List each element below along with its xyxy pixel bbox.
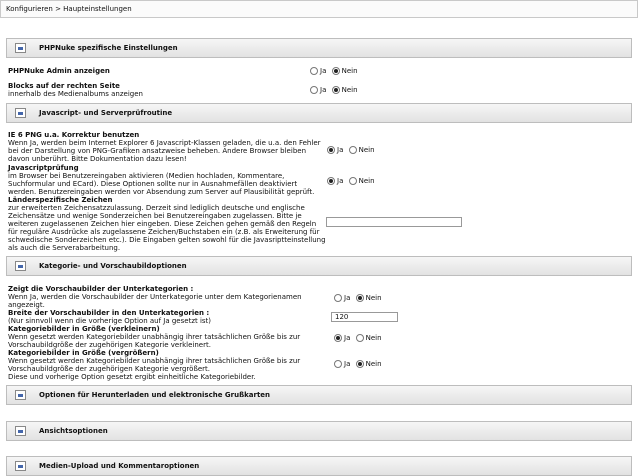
setting-label: Breite der Vorschaubilder in den Unterkategorien : [8,309,210,317]
setting-desc-line: Wenn Ja, werden beim Internet Explorer 6 Javascript-Klassen geladen, die u.a. den Fehler [8,139,321,147]
section-icon [15,43,26,53]
radio-no-label: Nein [365,334,382,342]
setting-label: Javascriptprüfung [8,164,79,172]
setting-desc-line: Wenn Ja, werden die Vorschaubilder der Unterkategorie unter dem Kategorienamen [8,293,302,301]
radio-no[interactable] [332,67,340,75]
setting-label: PHPNuke Admin anzeigen [8,67,110,75]
section-title: PHPNuke spezifische Einstellungen [39,44,178,52]
section-icon [15,390,26,400]
section-header-upload[interactable] [6,456,632,476]
setting-admin [8,67,110,75]
section-icon [15,261,26,271]
section-header-category[interactable] [6,256,632,276]
radio-no-label: Nein [341,67,358,75]
radio-yes-label: Ja [320,67,327,75]
radio-no[interactable] [356,334,364,342]
setting-label: Länderspezifische Zeichen [8,196,113,204]
jscheck-radio-group[interactable] [327,177,378,185]
radio-yes[interactable] [334,334,342,342]
radio-yes[interactable] [334,294,342,302]
section-icon [15,108,26,118]
section-title: Ansichtsoptionen [39,427,108,435]
radio-yes-label: Ja [320,86,327,94]
radio-yes[interactable] [327,177,335,185]
chars-input[interactable] [326,217,462,227]
radio-no[interactable] [356,294,364,302]
section-header-javascript[interactable] [6,103,632,123]
setting-desc-line: angezeigt. [8,301,45,309]
setting-desc-line: Zeichensätze und wenige Sonderzeichen bei Benutzereingaben zugelassen. Bitte je [8,212,302,220]
radio-no-label: Nein [358,177,375,185]
setting-jscheck [8,164,314,196]
section-icon [15,426,26,436]
setting-desc-line: als auch die Serverabarbeitung. [8,244,121,252]
thumbs-radio-group[interactable] [334,294,385,302]
setting-desc-line: Diese und vorherige Option gesetzt ergibt einheitliche Kategoriebilder. [8,373,256,381]
radio-yes-label: Ja [344,334,351,342]
radio-yes[interactable] [310,86,318,94]
setting-desc-line: weiteren zugelassenen Zeichen hier eingeben. Diese Zeichen gehen gemäß den Regeln [8,220,317,228]
blocks-radio-group[interactable] [310,86,361,94]
radio-no-label: Nein [365,294,382,302]
width-input[interactable]: 120 [331,312,398,322]
setting-enlarge [8,349,300,381]
radio-yes-label: Ja [344,294,351,302]
section-header-download[interactable] [6,385,632,405]
radio-no[interactable] [349,146,357,154]
admin-radio-group[interactable] [310,67,361,75]
setting-desc-line: werden. Benutzereingaben werden vor Absendung zum Server auf Plausibilität geprüft. [8,188,315,196]
setting-desc-line: für reguläre Ausdrücke als zugelassene Zeichen/Buchstaben ein (z.B. als Erweiterung für [8,228,320,236]
radio-no-label: Nein [341,86,358,94]
radio-yes[interactable] [310,67,318,75]
setting-desc: innerhalb des Medienalbums anzeigen [8,90,143,98]
enlarge-radio-group[interactable] [334,360,385,368]
setting-shrink [8,325,300,349]
ie6-radio-group[interactable] [327,146,378,154]
setting-desc-line: schwedische Sonderzeichen etc.). Die Eingaben gelten sowohl für die Javasriptteinstellung [8,236,326,244]
setting-desc-line: bei der Darstellung von PNG-Grafiken ansatzweise beheben. Andere Browser bleiben [8,147,306,155]
radio-yes[interactable] [327,146,335,154]
setting-label: Blocks auf der rechten Seite [8,82,120,90]
section-header-phpnuke[interactable] [6,38,632,58]
radio-no-label: Nein [358,146,375,154]
setting-desc-line: Vorschaubildgröße der zugehörigen Kategorie verkleinert. [8,341,211,349]
setting-chars [8,196,326,252]
setting-desc-line: Vorschaubildgröße der zugehörigen Kategorie vergrößert. [8,365,211,373]
setting-ie6 [8,131,321,163]
setting-thumbs [8,285,302,309]
radio-no-label: Nein [365,360,382,368]
breadcrumb-text: Konfigurieren > Haupteinstellungen [6,5,132,13]
radio-no[interactable] [349,177,357,185]
setting-label: Kategoriebilder in Größe (verkleinern) [8,325,160,333]
setting-desc-line: Wenn gesetzt werden Kategoriebilder unabhängig ihrer tatsächlichen Größe bis zur [8,357,301,365]
setting-desc-line: (Nur sinnvoll wenn die vorherige Option auf Ja gesetzt ist) [8,317,212,325]
section-header-view[interactable] [6,421,632,441]
section-icon [15,461,26,471]
section-title: Javascript- und Serverprüfroutine [39,109,173,117]
section-title: Kategorie- und Vorschaubildoptionen [39,262,187,270]
section-title: Medien-Upload und Kommentaroptionen [39,462,200,470]
radio-yes[interactable] [334,360,342,368]
setting-desc-line: davon unberührt. Bitte Dokumentation dazu lesen! [8,155,187,163]
section-title: Optionen für Herunterladen und elektronische Grußkarten [39,391,271,399]
radio-yes-label: Ja [344,360,351,368]
radio-no[interactable] [356,360,364,368]
setting-desc-line: im Browser bei Benutzereingaben aktivieren (Medien hochladen, Kommentare, [8,172,285,180]
shrink-radio-group[interactable] [334,334,385,342]
radio-yes-label: Ja [337,146,344,154]
setting-desc-line: Wenn gesetzt werden Kategoriebilder unabhängig ihrer tatsächlichen Größe bis zur [8,333,301,341]
setting-label: Zeigt die Vorschaubilder der Unterkategorien : [8,285,194,293]
breadcrumb [0,0,638,18]
setting-desc-line: zur erweiterten Zeichensatzzulassung. Derzeit sind lediglich deutsche und englische [8,204,305,212]
setting-width [8,309,211,325]
setting-label: IE 6 PNG u.a. Korrektur benutzen [8,131,140,139]
radio-no[interactable] [332,86,340,94]
radio-yes-label: Ja [337,177,344,185]
setting-desc-line: Suchformular und ECard). Diese Optionen sollte nur in Ausnahmefällen deaktiviert [8,180,298,188]
setting-label: Kategoriebilder in Größe (vergrößern) [8,349,159,357]
setting-blocks [8,82,143,98]
